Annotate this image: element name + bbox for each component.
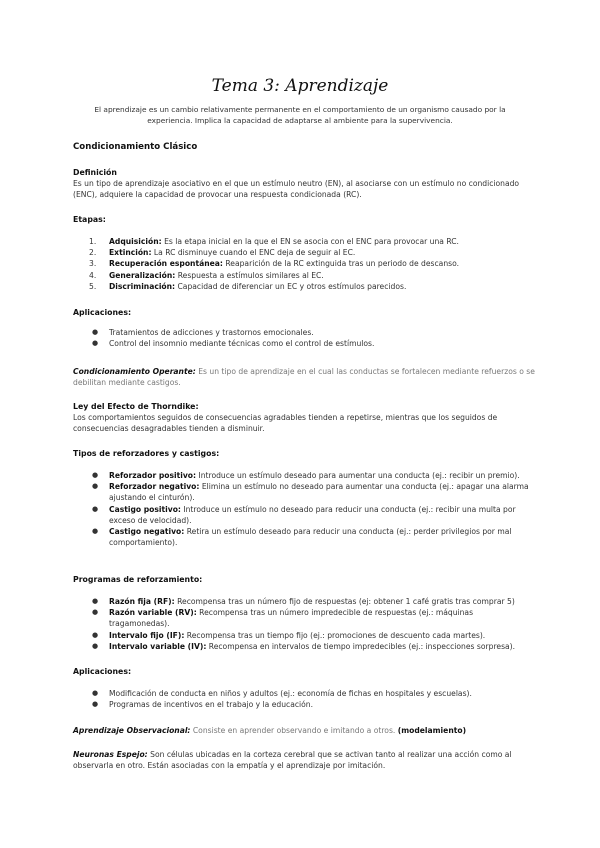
bullet-icon: ● (92, 482, 99, 491)
list-item: ● Intervalo fijo (IF): Recompensa tras un tiempo fijo (ej.: promociones de descuento cada martes). (92, 630, 486, 640)
item-desc: Es la etapa inicial en la que el EN se asocia con el ENC para provocar una RC. (161, 237, 459, 246)
item-term: Recuperación espontánea: (109, 259, 223, 269)
aplicaciones-list (73, 327, 535, 349)
item-number: 2. (89, 248, 97, 258)
bullet-icon: ● (92, 641, 99, 650)
thorndike-heading: Ley del Efecto de Thorndike: (73, 402, 199, 411)
intro-paragraph: El aprendizaje es un cambio relativamente permanente en el comportamiento de un organismo causado por la experiencia. Implica la capacidad de adaptarse al ambiente para la supervivencia. (94, 105, 506, 126)
observacional-tag: (modelamiento) (397, 726, 467, 735)
section-heading-clasico: Condicionamiento Clásico (73, 142, 198, 152)
item-term: Generalización: (109, 270, 176, 280)
list-item: ● Modificación de conducta en niños y adultos (ej.: economía de fichas en hospitales y escuelas). (92, 689, 472, 698)
list-item: ● Reforzador negativo: Elimina un estímulo no deseado para aumentar una conducta (ej.: apagar una alarma ajustando el cinturón). (92, 482, 529, 503)
bullet-icon: ● (92, 689, 99, 697)
list-item (73, 247, 535, 258)
item-number: 4. (89, 270, 97, 280)
espejo-paragraph (73, 749, 535, 771)
list-item: ● Reforzador positivo: Introduce un estímulo deseado para aumentar una conducta (ej.: recibir un premio). (92, 471, 520, 480)
tipos-list (73, 470, 535, 548)
item-number: 5. (89, 281, 97, 291)
bullet-icon: ● (92, 630, 99, 639)
espejo-term: Neuronas Espejo: (73, 750, 148, 759)
bullet-icon: ● (92, 339, 99, 348)
list-item: ● Castigo negativo: Retira un estímulo deseado para reducir una conducta (ej.: perder privilegios por mal comportamiento). (92, 527, 512, 548)
observacional-desc: Consiste en aprender observando e imitando a otros. (190, 726, 398, 735)
item-term: Adquisición: (109, 237, 162, 246)
bullet-icon: ● (92, 700, 99, 709)
list-item (73, 281, 535, 292)
bullet-icon: ● (92, 527, 99, 536)
item-number: 1. (89, 237, 97, 246)
list-item: ● Razón variable (RV): Recompensa tras un número impredecible de respuestas (ej.: máquinas tragamonedas). (92, 608, 474, 629)
aplicaciones-operante-list (73, 688, 535, 710)
list-item (73, 270, 535, 281)
bullet-icon: ● (92, 597, 99, 605)
programas-heading: Programas de reforzamiento: (73, 575, 203, 584)
item-term: Extinción: (109, 248, 152, 258)
item-desc: Capacidad de diferenciar un EC y otros estímulos parecidos. (175, 281, 407, 291)
aplicaciones-heading: Aplicaciones: (73, 308, 132, 317)
definition-text: Es un tipo de aprendizaje asociativo en el que un estímulo neutro (EN), al asociarse con un estímulo no condicionado (ENC), adquiere la capacidad de provocar una respuesta condicionada (RC). (73, 179, 520, 200)
page-title: Tema 3: Aprendizaje (211, 76, 389, 96)
list-item: ● Control del insomnio mediante técnicas como el control de estímulos. (92, 339, 375, 349)
observacional-term: Aprendizaje Observacional: (73, 726, 191, 735)
thorndike-text: Los comportamientos seguidos de consecuencias agradables tienden a repetirse, mientras que los seguidos de consecuencias desagradables tienden a disminuir. (73, 413, 498, 434)
operante-paragraph (73, 366, 535, 388)
programas-list (73, 596, 535, 652)
tipos-heading: Tipos de reforzadores y castigos: (73, 449, 220, 458)
item-desc: Respuesta a estímulos similares al EC. (175, 270, 324, 280)
list-item (73, 258, 535, 269)
list-item: ● Programas de incentivos en el trabajo y la educación. (92, 700, 314, 710)
aplicaciones-operante-heading: Aplicaciones: (73, 667, 132, 676)
item-desc: La RC disminuye cuando el ENC deja de seguir al EC. (151, 248, 356, 258)
list-item: ● Intervalo variable (IV): Recompensa en intervalos de tiempo impredecibles (ej.: inspecciones sorpresa). (92, 641, 516, 651)
list-item: ● Razón fija (RF): Recompensa tras un número fijo de respuestas (ej: obtener 1 café gratis tras comprar 5) (92, 597, 515, 606)
item-number: 3. (89, 259, 97, 269)
list-item: ● Castigo positivo: Introduce un estímulo no deseado para reducir una conducta (ej.: recibir una multa por exceso de velocidad). (92, 504, 516, 525)
bullet-icon: ● (92, 504, 99, 513)
etapas-heading: Etapas: (73, 215, 106, 224)
bullet-icon: ● (92, 608, 99, 617)
bullet-icon: ● (92, 328, 99, 336)
list-item: ● Tratamientos de adicciones y trastornos emocionales. (92, 328, 314, 337)
bullet-icon: ● (92, 471, 99, 479)
item-term: Discriminación: (109, 281, 176, 291)
operante-term: Condicionamiento Operante: (73, 367, 196, 376)
espejo-desc: Son células ubicadas en la corteza cerebral que se activan tanto al realizar una acción como al observarla en otro. Están asociadas con la empatía y el aprendizaje por imitación. (73, 750, 512, 771)
observacional-paragraph (73, 725, 535, 736)
list-item (73, 236, 535, 247)
operante-desc: Es un tipo de aprendizaje en el cual las conductas se fortalecen mediante refuerzos o se debilitan mediante castigos. (73, 367, 535, 388)
item-desc: Reaparición de la RC extinguida tras un periodo de descanso. (222, 259, 460, 269)
etapas-list (73, 236, 535, 292)
definition-heading: Definición (73, 168, 117, 177)
